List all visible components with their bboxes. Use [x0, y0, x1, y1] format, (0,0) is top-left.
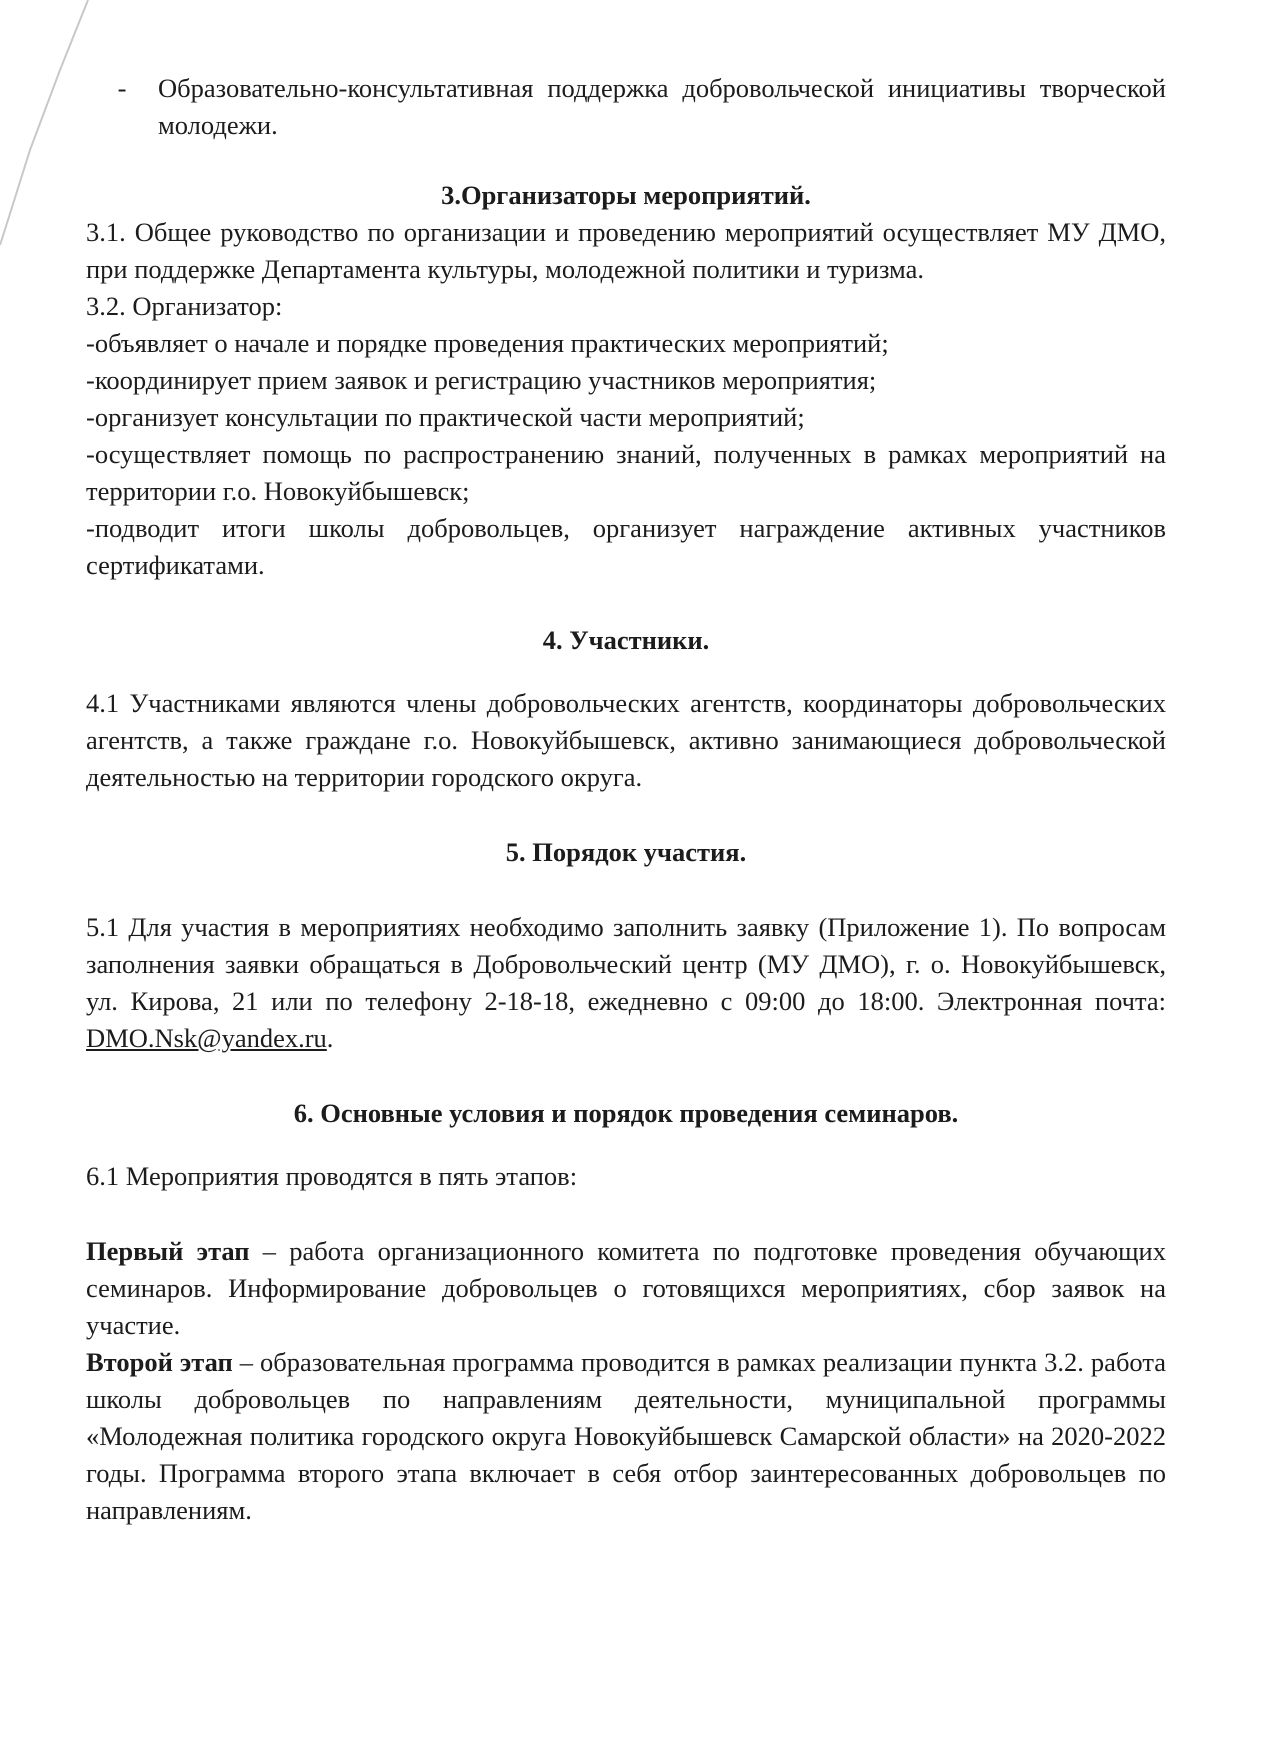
stage-2-label: Второй этап — [86, 1347, 233, 1377]
organizer-duty: -объявляет о начале и порядке проведения практических мероприятий; — [86, 328, 889, 358]
bullet-dash: - — [117, 73, 127, 103]
section-5-heading: 5. Порядок участия. — [505, 837, 747, 867]
organizer-duty: -организует консультации по практической части мероприятий; — [86, 402, 805, 432]
paragraph-5-1-text: 5.1 Для участия в мероприятиях необходимо заполнить заявку (Приложение 1). По вопросам заполнения заявки обращаться в Добровольческий центр (МУ ДМО), г. о. Новокуйбышевск, ул. Кирова, 21 или по телефону 2-18-18, ежедневно с 09:00 до 18:00. Электронная почта: — [86, 912, 1166, 1016]
stage-2-paragraph — [86, 1344, 1166, 1529]
paragraph-5-1-end: . — [326, 1023, 334, 1053]
list-item — [86, 70, 1166, 144]
section-3-heading: 3.Организаторы мероприятий. — [441, 180, 811, 210]
paragraph-3-2: 3.2. Организатор: — [86, 291, 283, 321]
section-4-heading: 4. Участники. — [542, 625, 710, 655]
stage-1-label: Первый этап — [86, 1236, 250, 1266]
email-link[interactable]: DMO.Nsk@yandex.ru — [86, 1023, 327, 1053]
stage-1-text: – работа организационного комитета по подготовке проведения обучающих семинаров. Информирование добровольцев о готовящихся мероприятиях, сбор заявок на участие. — [86, 1236, 1166, 1340]
organizer-duty: -подводит итоги школы добровольцев, организует награждение активных участников сертификатами. — [86, 513, 1166, 580]
stage-2-text: – образовательная программа проводится в рамках реализации пункта 3.2. работа школы добровольцев по направлениям деятельности, муниципальной программы «Молодежная политика городского округа Новокуйбышевск Самарской области» на 2020-2022 годы. Программа второго этапа включает в себя отбор заинтересованных добровольцев по направлениям. — [86, 1347, 1166, 1525]
organizer-duty: -осуществляет помощь по распространению знаний, полученных в рамках мероприятий на территории г.о. Новокуйбышевск; — [86, 439, 1166, 506]
bullet-text: Образовательно-консультативная поддержка добровольческой инициативы творческой молодежи. — [158, 73, 1166, 140]
stage-1-paragraph — [86, 1233, 1166, 1344]
organizer-duty: -координирует прием заявок и регистрацию участников мероприятия; — [86, 365, 877, 395]
paragraph-6-1: 6.1 Мероприятия проводятся в пять этапов: — [86, 1161, 578, 1191]
paragraph-4-1: 4.1 Участниками являются члены добровольческих агентств, координаторы добровольческих агентств, а также граждане г.о. Новокуйбышевск, активно занимающиеся добровольческой деятельностью на территории городского округа. — [86, 688, 1166, 792]
section-6-heading: 6. Основные условия и порядок проведения семинаров. — [293, 1098, 959, 1128]
paragraph-5-1 — [86, 909, 1166, 1057]
paragraph-3-1: 3.1. Общее руководство по организации и проведению мероприятий осуществляет МУ ДМО, при поддержке Департамента культуры, молодежной политики и туризма. — [86, 217, 1166, 284]
document-body — [86, 70, 1166, 1529]
